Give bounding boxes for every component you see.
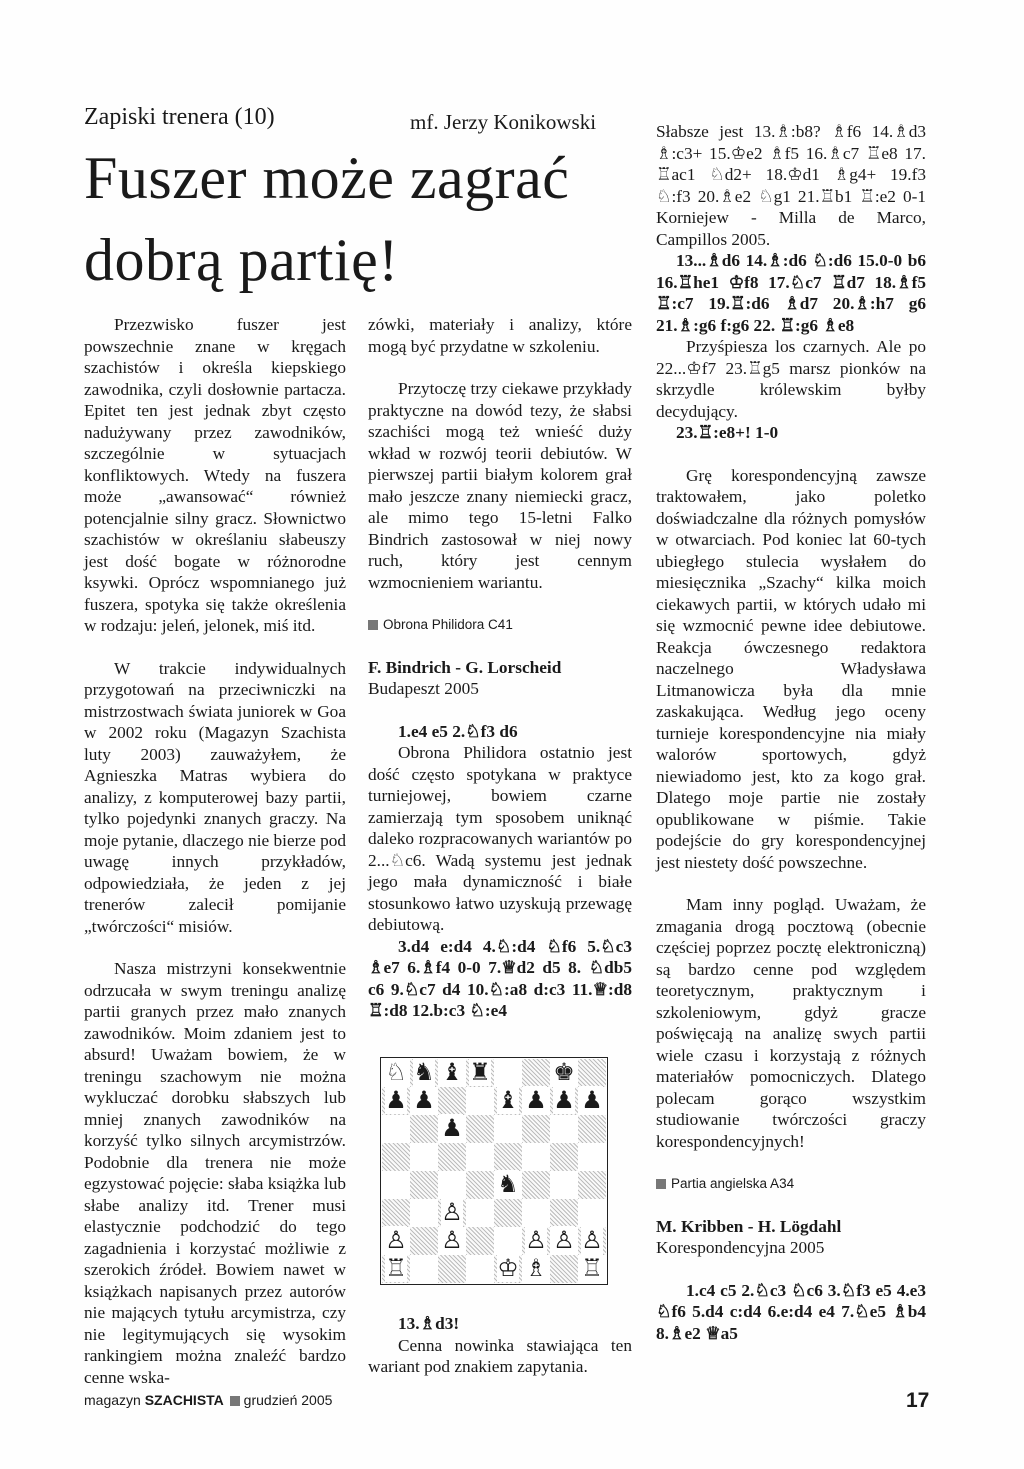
issue-date: grudzień 2005 <box>243 1392 333 1408</box>
chess-piece-icon: ♙ <box>385 1226 407 1254</box>
board-square-b2 <box>410 1227 438 1255</box>
board-square-a7 <box>382 1087 410 1115</box>
board-square-h3 <box>578 1199 606 1227</box>
chess-piece-icon: ♝ <box>497 1086 519 1114</box>
opening-tag: Partia angielska A34 <box>656 1173 926 1195</box>
paragraph: zówki, materiały i analizy, które mogą być przydatne w szkoleniu. <box>368 315 632 356</box>
board-square-a2 <box>382 1227 410 1255</box>
chess-piece-icon: ♖ <box>581 1254 603 1282</box>
board-square-c3 <box>438 1199 466 1227</box>
board-square-c7 <box>438 1087 466 1115</box>
author-name: mf. Jerzy Konikowski <box>410 110 597 134</box>
chess-piece-icon: ♟ <box>385 1086 407 1114</box>
chess-piece-icon: ♟ <box>441 1114 463 1142</box>
board-square-b1 <box>410 1255 438 1283</box>
board-square-g8 <box>550 1059 578 1087</box>
board-square-e8 <box>494 1059 522 1087</box>
board-square-d5 <box>466 1143 494 1171</box>
series-title: Zapiski trenera (10) <box>84 104 275 130</box>
board-square-e5 <box>494 1143 522 1171</box>
board-square-a8 <box>382 1059 410 1087</box>
moves-line: 13.♗d3! <box>398 1314 460 1333</box>
board-square-c6 <box>438 1115 466 1143</box>
board-square-h6 <box>578 1115 606 1143</box>
board-square-d2 <box>466 1227 494 1255</box>
board-square-a1 <box>382 1255 410 1283</box>
board-square-c5 <box>438 1143 466 1171</box>
board-square-f5 <box>522 1143 550 1171</box>
board-square-h7 <box>578 1087 606 1115</box>
chess-piece-icon: ♜ <box>469 1058 491 1086</box>
board-square-d8 <box>466 1059 494 1087</box>
opening-tag: Obrona Philidora C41 <box>368 614 632 636</box>
board-square-d7 <box>466 1087 494 1115</box>
board-square-e1 <box>494 1255 522 1283</box>
chess-piece-icon: ♚ <box>553 1058 575 1086</box>
board-square-h2 <box>578 1227 606 1255</box>
chess-piece-icon: ♙ <box>525 1226 547 1254</box>
board-square-f3 <box>522 1199 550 1227</box>
chess-piece-icon: ♟ <box>581 1086 603 1114</box>
board-square-f8 <box>522 1059 550 1087</box>
headline-line-2: dobrą partię! <box>84 227 399 293</box>
column-2-bottom <box>368 1313 632 1378</box>
magazine-name: SZACHISTA <box>144 1392 224 1408</box>
board-square-g5 <box>550 1143 578 1171</box>
paragraph: Mam inny pogląd. Uważam, że zmagania drogą pocztową (obecnie częściej poprzez pocztę elektroniczną) są bardzo cenne pod względem teoretycznym, praktycznym i szkoleniowym, gdyż gracze poświęcają na analizę swych partii wiele czasu i korzystają z różnych materiałów pomocniczych. Dlatego polecam gorąco wszystkim studiowanie twórczości graczy korespondencyjnych! <box>656 895 926 1151</box>
chess-piece-icon: ♙ <box>441 1198 463 1226</box>
board-square-f1 <box>522 1255 550 1283</box>
board-square-c8 <box>438 1059 466 1087</box>
board-square-b8 <box>410 1059 438 1087</box>
game-place: Budapeszt 2005 <box>368 679 479 698</box>
chess-piece-icon: ♟ <box>553 1086 575 1114</box>
column-2 <box>368 314 632 1022</box>
headline-line-1: Fuszer może zagrać <box>84 145 570 211</box>
column-1 <box>84 314 346 1388</box>
footer-magazine <box>84 1392 332 1408</box>
game-players: M. Kribben - H. Lögdahl <box>656 1216 842 1236</box>
chess-piece-icon: ♞ <box>497 1170 519 1198</box>
chess-piece-icon: ♟ <box>525 1086 547 1114</box>
moves-line: 13...♗d6 14.♗:d6 ♘:d6 15.0-0 b6 16.♖he1 ♔f8 17.♘c7 ♖d7 18.♗f5 ♖:c7 19.♖:d6 ♗d7 20.♗:h7 g6 21.♗:g6 f:g6 22. ♖:g6 ♗e8 <box>656 251 926 335</box>
board-square-e6 <box>494 1115 522 1143</box>
paragraph: Przezwisko fuszer jest powszechnie znane w kręgach szachistów i określa kiepskiego zawodnika, czyli dosłownie partacza. Epitet ten jest jednak zbyt często nadużywany przez zawodników, szczególnie w sytuacjach konfliktowych. Wtedy na fuszera może „awansować“ również potencjalnie silny gracz. Słownictwo szachistów w określaniu słabeuszy jest dość bogate w różnorodne ksywki. Oprócz wspomnianego już fuszera, spotyka się także określenia w rodzaju: jeleń, jelonek, miś itd. <box>84 315 346 635</box>
chess-piece-icon: ♙ <box>553 1226 575 1254</box>
paragraph: Grę korespondencyjną zawsze traktowałem, jako poletko doświadczalne dla różnych pomysłów w otwarciach. Pod koniec lat 60-tych ubiegłego stulecia wysłałem do miesięcznika „Szachy“ kilka moich ciekawych partii, w których udało mi się wzmocnić pewne idee debiutowe. Reakcja ówczesnego redaktora naczelnego Władysława Litmanowicza była dla mnie zaskakująca. Według jego oceny turnieje korespondencyjne nia miały walorów sportowych, gdyż niewiadomo jest, kto za kogo grał. Dlatego moje partie nie zostały opublikowane w piśmie. Takie podejście do gry korespondencyjnej jest niestety dość powszechne. <box>656 465 926 872</box>
moves-line: 23.♖:e8+! 1-0 <box>676 423 779 442</box>
board-square-d1 <box>466 1255 494 1283</box>
board-square-g4 <box>550 1171 578 1199</box>
board-square-g7 <box>550 1087 578 1115</box>
board-square-a3 <box>382 1199 410 1227</box>
board-square-d3 <box>466 1199 494 1227</box>
chess-piece-icon: ♟ <box>413 1086 435 1114</box>
paragraph: Słabsze jest 13.♗:b8? ♗f6 14.♗d3 ♗:c3+ 15.♔e2 ♗f5 16.♗c7 ♖e8 17. ♖ac1 ♘d2+ 18.♔d1 ♗g4+ 19.f3 ♘:f3 20.♗e2 ♘g1 21.♖b1 ♖:e2 0-1 Korniejew - Milla de Marco, Campillos 2005. <box>656 122 926 249</box>
board-square-f4 <box>522 1171 550 1199</box>
board-square-b7 <box>410 1087 438 1115</box>
board-square-b6 <box>410 1115 438 1143</box>
board-square-c2 <box>438 1227 466 1255</box>
chess-piece-icon: ♞ <box>413 1058 435 1086</box>
page-number: 17 <box>906 1389 930 1412</box>
board-square-f7 <box>522 1087 550 1115</box>
board-square-g3 <box>550 1199 578 1227</box>
game-players: F. Bindrich - G. Lorscheid <box>368 657 562 677</box>
board-square-f6 <box>522 1115 550 1143</box>
board-square-b5 <box>410 1143 438 1171</box>
chess-piece-icon: ♝ <box>441 1058 463 1086</box>
board-square-e7 <box>494 1087 522 1115</box>
paragraph: Przytoczę trzy ciekawe przykłady praktyczne na dowód tezy, że słabsi szachiści mogą też wnieść duży wkład w rozwój teorii debiutów. W pierwszej partii białym kolorem grał mało jeszcze znany niemiecki gracz, ale mimo tego 15-letni Falko Bindrich zastosował w niej nowy ruch, który jest cennym wzmocnieniem wariantu. <box>368 379 632 592</box>
board-square-e3 <box>494 1199 522 1227</box>
game-place: Korespondencyjna 2005 <box>656 1238 825 1257</box>
board-square-b3 <box>410 1199 438 1227</box>
board-square-e4 <box>494 1171 522 1199</box>
paragraph: Przyśpiesza los czarnych. Ale po 22...♔f7 23.♖g5 marsz pionków na skrzydle królewskim byłby decydujący. <box>656 337 926 421</box>
chess-diagram <box>380 1057 608 1285</box>
square-bullet-icon <box>230 1396 240 1406</box>
column-3 <box>656 121 926 1344</box>
square-bullet-icon <box>656 1179 666 1189</box>
square-bullet-icon <box>368 620 378 630</box>
board-square-a6 <box>382 1115 410 1143</box>
board-square-c4 <box>438 1171 466 1199</box>
moves-line: 1.e4 e5 2.♘f3 d6 <box>398 721 518 741</box>
paragraph: Obrona Philidora ostatnio jest dość często spotykana w praktyce turniejowej, bowiem czarne zamierzają tym sposobem uniknąć daleko rozpracowanych wariantów po 2...♘c6. Wadą systemu jest jednak jego mała dynamiczność i białe stosunkowo łatwo uzyskują przewagę debiutową. <box>368 743 632 934</box>
chess-piece-icon: ♖ <box>385 1254 407 1282</box>
moves-line: 1.c4 c5 2.♘c3 ♘c6 3.♘f3 e5 4.e3 ♘f6 5.d4 c:d4 6.e:d4 e4 7.♘e5 ♗b4 8.♗e2 ♕a5 <box>656 1280 926 1343</box>
board-square-f2 <box>522 1227 550 1255</box>
board-square-g1 <box>550 1255 578 1283</box>
board-square-b4 <box>410 1171 438 1199</box>
chess-piece-icon: ♙ <box>581 1226 603 1254</box>
magazine-prefix: magazyn <box>84 1392 141 1408</box>
board-square-d6 <box>466 1115 494 1143</box>
board-square-a4 <box>382 1171 410 1199</box>
chess-piece-icon: ♗ <box>525 1254 547 1282</box>
board-square-d4 <box>466 1171 494 1199</box>
chess-piece-icon: ♙ <box>441 1226 463 1254</box>
paragraph: W trakcie indywidualnych przygotowań na przeciwniczki na mistrzostwach świata juniorek w Goa w 2002 roku (Magazyn Szachista luty 2003) zauważyłem, że Agnieszka Matras wybiera do analizy, z komputerowej bazy partii, tylko pojedynki znanych graczy. Na moje pytanie, dlaczego nie bierze pod uwagę innych przykładów, odpowiedziała, że jeden z jej trenerów zalecił pomijanie „twórczości“ misiów. <box>84 658 346 936</box>
chess-piece-icon: ♔ <box>497 1254 519 1282</box>
board-square-h8 <box>578 1059 606 1087</box>
board-square-g6 <box>550 1115 578 1143</box>
board-square-h5 <box>578 1143 606 1171</box>
chess-piece-icon: ♘ <box>385 1058 407 1086</box>
moves-line: 3.d4 e:d4 4.♘:d4 ♘f6 5.♘c3 ♗e7 6.♗f4 0-0 7.♕d2 d5 8. ♘db5 c6 9.♘c7 d4 10.♘:a8 d:c3 11.♕:d8 ♖:d8 12.b:c3 ♘:e4 <box>368 936 632 1020</box>
paragraph: Nasza mistrzyni konsekwentnie odrzucała w swym treningu analizę partii granych przez mało znanych zawodników. Moim zdaniem jest to absurd! Uważam bowiem, że w treningu szachowym nie można wykluczać dorobku słabszych lub mniej znanych zawodników na korzyść tylko silnych arcymistrzów. Podobnie dla trenera nie może egzystować pojęcie: słaba książka lub słabe analizy itd. Trener musi elastycznie podchodzić do tego zagadnienia i korzystać możliwie z szerokich źródeł. Bowiem nawet w książkach napisanych przez autorów nie mających tytułu arcymistrza, czy nie legitymujących się wysokim rankingiem można znaleźć bardzo cenne wska- <box>84 959 346 1387</box>
board-square-h4 <box>578 1171 606 1199</box>
board-square-h1 <box>578 1255 606 1283</box>
board-square-c1 <box>438 1255 466 1283</box>
paragraph: Cenna nowinka stawiająca ten wariant pod znakiem zapytania. <box>368 1335 632 1376</box>
board-square-a5 <box>382 1143 410 1171</box>
board-square-e2 <box>494 1227 522 1255</box>
board-square-g2 <box>550 1227 578 1255</box>
